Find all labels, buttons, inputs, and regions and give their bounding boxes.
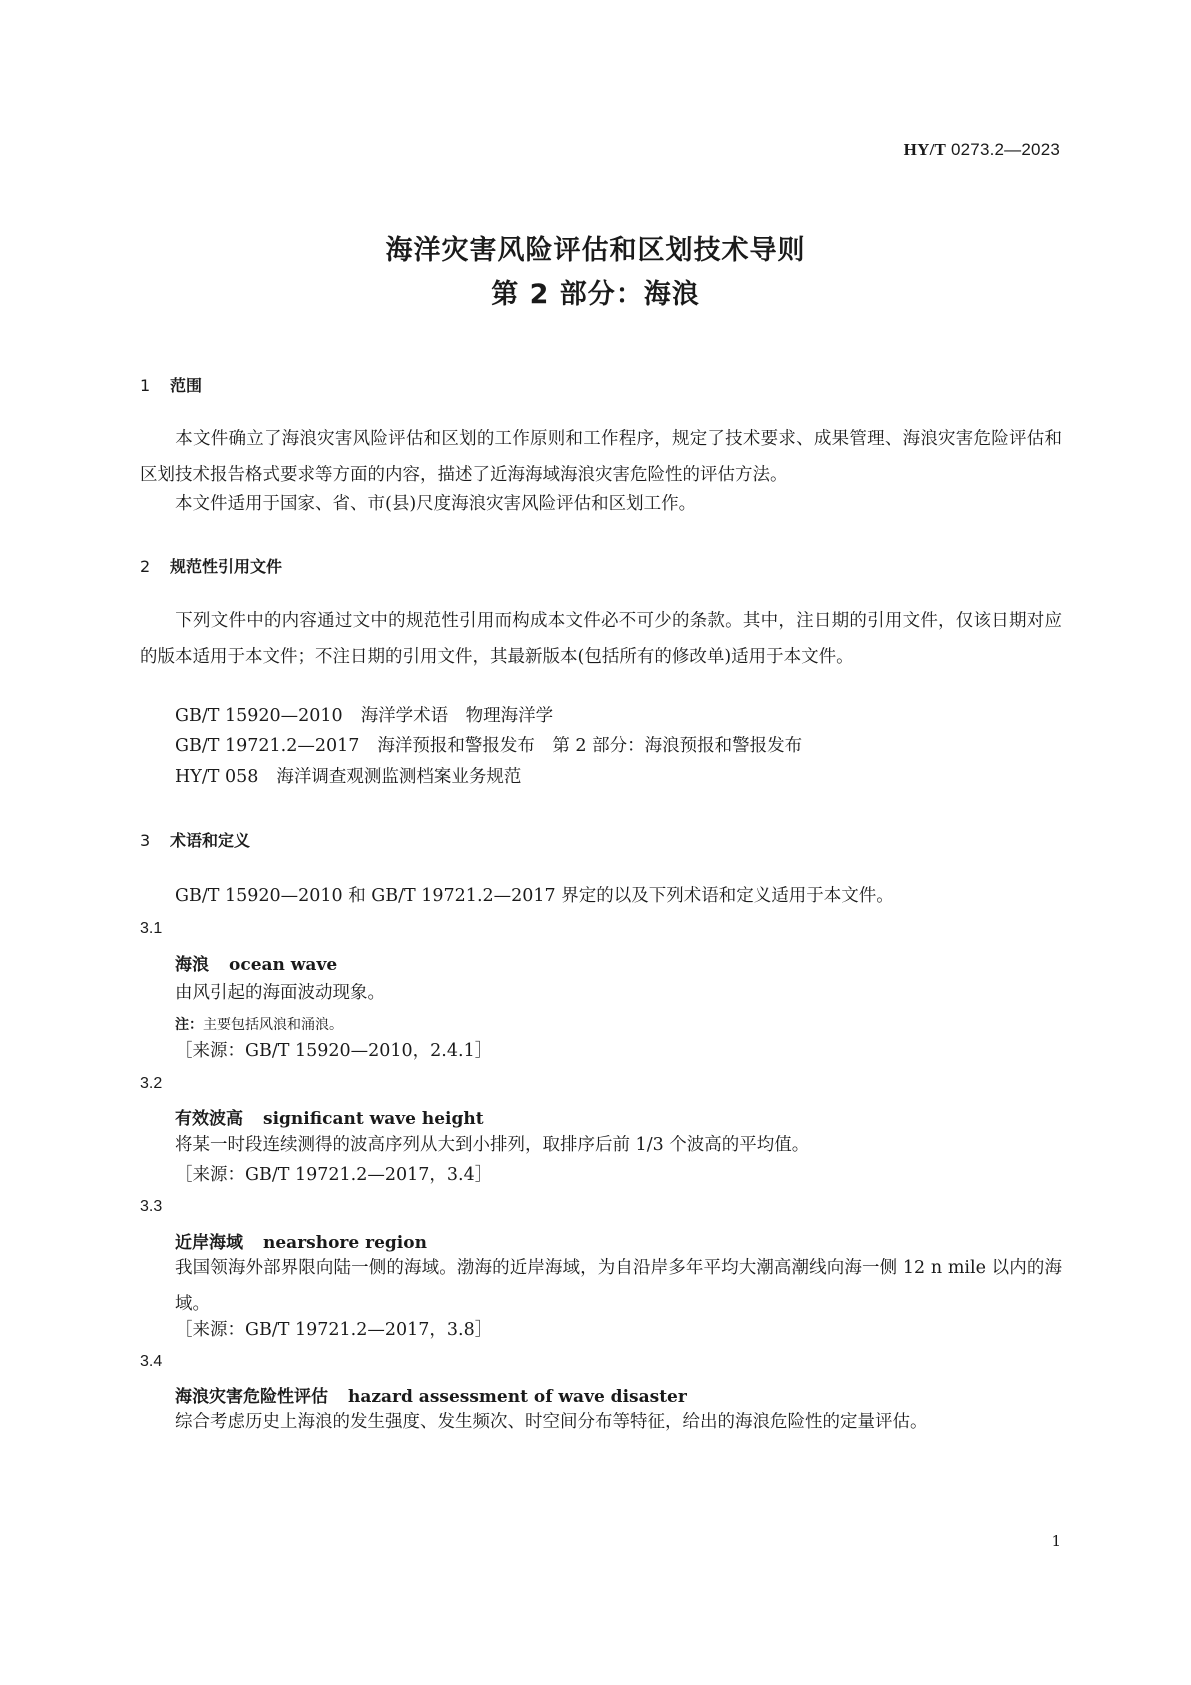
term-source: ［来源：GB/T 19721.2—2017，3.4］ — [175, 1165, 493, 1185]
section-1-paragraph-2 — [140, 486, 1062, 522]
section-title: 范围 — [170, 376, 203, 395]
section-title: 术语和定义 — [170, 831, 251, 850]
term-source: ［来源：GB/T 19721.2—2017，3.8］ — [175, 1320, 493, 1340]
term-zh: 海浪 — [175, 955, 209, 975]
term-number: 3.4 — [140, 1353, 163, 1370]
section-3-heading — [140, 828, 250, 851]
section-1-paragraph-1 — [140, 421, 1062, 493]
section-1-heading — [140, 373, 202, 396]
standard-code: 0273.2—2023 — [950, 140, 1060, 159]
term-zh: 有效波高 — [175, 1109, 243, 1129]
normative-reference — [175, 762, 521, 792]
term-en: ocean wave — [229, 955, 338, 975]
standard-prefix: HY/T — [903, 140, 947, 159]
section-number: 2 — [140, 557, 151, 576]
standard-number — [904, 140, 1060, 160]
term-zh: 近岸海域 — [175, 1233, 243, 1253]
section-2-paragraph-1 — [140, 603, 1062, 675]
term-number: 3.1 — [140, 920, 163, 937]
term-number: 3.2 — [140, 1075, 163, 1092]
reference-title: 海洋学术语 物理海洋学 — [360, 706, 554, 726]
reference-code: GB/T 15920—2010 — [175, 706, 343, 726]
term-note — [175, 1014, 343, 1034]
note-label: 注： — [175, 1017, 203, 1033]
document-title-line2: 第 2 部分：海浪 — [491, 279, 700, 310]
term-definition: 由风引起的海面波动现象。 — [175, 983, 385, 1003]
term-heading — [175, 1104, 484, 1129]
section-number: 1 — [140, 376, 151, 395]
paragraph-text: 下列文件中的内容通过文中的规范性引用而构成本文件必不可少的条款。其中，注日期的引用文件，仅该日期对应的版本适用于本文件；不注日期的引用文件，其最新版本(包括所有的修改单)适用于本文件。 — [140, 611, 1062, 667]
paragraph-text: 本文件适用于国家、省、市(县)尺度海浪灾害风险评估和区划工作。 — [175, 494, 697, 514]
term-en: hazard assessment of wave disaster — [348, 1387, 687, 1407]
term-en: significant wave height — [263, 1109, 484, 1129]
section-2-heading — [140, 554, 282, 577]
section-number: 3 — [140, 831, 151, 850]
term-definition: 我国领海外部界限向陆一侧的海域。渤海的近岸海域，为自沿岸多年平均大潮高潮线向海一侧 12 n mile 以内的海域。 — [175, 1258, 1062, 1314]
term-heading — [175, 950, 337, 975]
term-number: 3.3 — [140, 1198, 163, 1215]
paragraph-text: 本文件确立了海浪灾害风险评估和区划的工作原则和工作程序，规定了技术要求、成果管理、海浪灾害危险评估和区划技术报告格式要求等方面的内容，描述了近海海域海浪灾害危险性的评估方法。 — [140, 429, 1062, 485]
term-zh: 海浪灾害危险性评估 — [175, 1387, 328, 1407]
term-en: nearshore region — [263, 1233, 427, 1253]
note-text: 主要包括风浪和涌浪。 — [203, 1017, 343, 1033]
term-heading — [175, 1382, 687, 1407]
term-definition: 将某一时段连续测得的波高序列从大到小排列，取排序后前 1/3 个波高的平均值。 — [175, 1135, 810, 1155]
term-source: ［来源：GB/T 15920—2010，2.4.1］ — [175, 1041, 493, 1061]
normative-reference — [175, 731, 802, 761]
reference-title: 海洋调查观测监测档案业务规范 — [276, 767, 522, 787]
reference-code: HY/T 058 — [175, 767, 259, 787]
document-title-line1: 海洋灾害风险评估和区划技术导则 — [385, 235, 806, 266]
term-definition: 综合考虑历史上海浪的发生强度、发生频次、时空间分布等特征，给出的海浪危险性的定量评估。 — [175, 1412, 928, 1432]
reference-code: GB/T 19721.2—2017 — [175, 736, 360, 756]
normative-reference — [175, 701, 553, 731]
reference-title: 海洋预报和警报发布 第 2 部分：海浪预报和警报发布 — [377, 736, 803, 756]
section-3-intro: GB/T 15920—2010 和 GB/T 19721.2—2017 界定的以及下列术语和定义适用于本文件。 — [175, 886, 894, 906]
page-number: 1 — [1051, 1532, 1061, 1550]
section-title: 规范性引用文件 — [170, 557, 283, 576]
